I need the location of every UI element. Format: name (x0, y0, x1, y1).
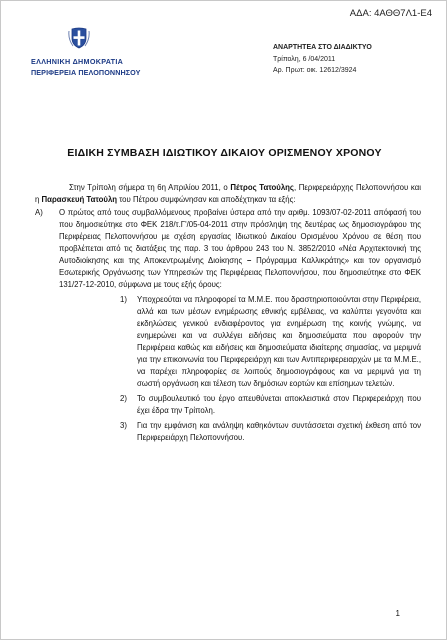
term-number: 1) (120, 295, 127, 304)
term-text: Υποχρεούται να πληροφορεί τα Μ.Μ.Ε. που δραστηριοποιούνται στην Περιφέρεια, αλλά και των μέσων ενημέρωσης εθνικής εμβέλειας, να καλύπτει γεγονότα και εκδηλώσεις γενικού ενδιαφέροντος για ενημέρωση της κοινής γνώμης, να ενημερώνει και να συλλέγει ειδήσεις και δημοσιεύματα που αφορούν την Περιφέρεια καθώς και ειδήσεις και δημοσιεύματα ιδιαίτερης σημασίας, να μεριμνά για την επικοινωνία του Περιφερειάρχη και των Αντιπεριφερειαρχών με τα Μ.Μ.Ε., να παρέχει πληροφορίες σε λοιπούς δημοσιογράφους και να μεριμνά για τη σωστή οργάνωση και τέλεση των δημόσιων εορτών και επίσημων τελετών. (137, 295, 421, 388)
org-name-line1: ΕΛΛΗΝΙΚΗ ΔΗΜΟΚΡΑΤΙΑ (31, 57, 124, 66)
item-a-text-1: Ο πρώτος από τους συμβαλλόμενους προβαίνει ύστερα από την αριθμ. 1093/07-02-2011 απόφασή του που δημοσιεύτηκε στο ΦΕΚ 218/τ.Γ'/05-04-2011 στην πρόσληψη της δευτέρας ως δημοσιογράφου της Περιφέρειας Πελοποννήσου με σχέση εργασίας Ιδιωτικού Δικαίου Ορισμένου Χρόνου σε θέση που προβλέπεται από τις διατάξεις της παρ. 3 του άρθρου 243 του Ν. 3852/2010 «Νέα Αρχιτεκτονική της Αυτοδιοίκησης και της Αποκεντρωμένης Διοίκησης (59, 208, 421, 265)
org-name-line2: ΠΕΡΙΦΕΡΕΙΑ ΠΕΛΟΠΟΝΝΗΣΟΥ (31, 68, 141, 77)
document-body (35, 182, 421, 447)
intro-paragraph (35, 182, 421, 206)
terms-list (120, 294, 421, 444)
protocol-number: Αρ. Πρωτ: οικ. 12612/3924 (273, 67, 357, 74)
list-item-a (35, 207, 421, 291)
item-a-dash: – (246, 256, 252, 265)
intro-text-3: του Πέτρου συμφώνησαν και αποδέχτηκαν τα εξής: (117, 195, 296, 204)
item-label: Α) (35, 208, 43, 217)
term-number: 2) (120, 394, 127, 403)
list-item (120, 420, 421, 444)
place-date: Τρίπολη, 6 /04/2011 (273, 55, 336, 63)
party-name-2: Παρασκευή Τατούλη (41, 195, 118, 204)
term-number: 3) (120, 421, 127, 430)
ada-code: ΑΔΑ: 4ΑΘΘ7Λ1-Ε4 (349, 8, 432, 19)
header-right-block (273, 42, 372, 77)
document-title: ΕΙΔΙΚΗ ΣΥΜΒΑΣΗ ΙΔΙΩΤΙΚΟΥ ΔΙΚΑΙΟΥ ΟΡΙΣΜΕΝΟΥ ΧΡΟΝΟΥ (67, 147, 382, 159)
intro-text-1: Στην Τρίπολη σήμερα τη 6η Απριλίου 2011, ο (69, 183, 231, 192)
intro-text-2: , Περιφερειάρχης Πελοποννήσου και η (35, 183, 421, 204)
term-text: Το συμβουλευτικό του έργο απευθύνεται αποκλειστικά στον Περιφερειάρχη που έχει έδρα την Τρίπολη. (137, 394, 421, 415)
party-name-1: Πέτρος Τατούλης (230, 183, 294, 192)
page-number: 1 (395, 609, 400, 618)
item-a-text-2: Πρόγραμμα Καλλικράτης» και τον οργανισμό Εσωτερικής Οργάνωσης των Υπηρεσιών της Περιφέρειας Πελοποννήσου, που δημοσιεύτηκε στο ΦΕΚ 131/27-12-2010, σύμφωνα με τους εξής όρους: (59, 256, 421, 289)
list-item (120, 294, 421, 390)
greek-coat-of-arms-icon (68, 27, 90, 49)
posted-label: ΑΝΑΡΤΗΤΕΑ ΣΤΟ ΔΙΑΔΙΚΤΥΟ (273, 44, 372, 51)
term-text: Για την εμφάνιση και ανάληψη καθηκόντων συντάσσεται σχετική έκθεση από τον Περιφερειάρχη Πελοποννήσου. (137, 421, 421, 442)
item-text (59, 207, 421, 291)
list-item (120, 393, 421, 417)
